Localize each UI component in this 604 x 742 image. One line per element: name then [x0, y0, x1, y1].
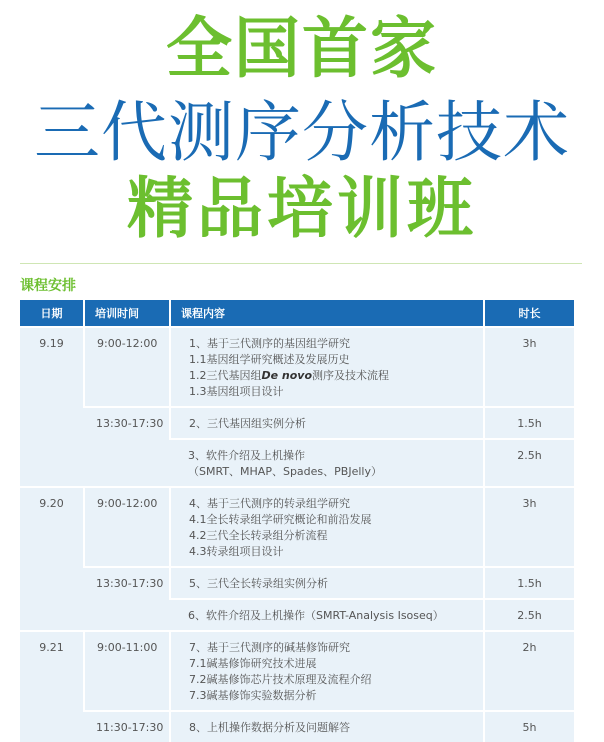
content-line: 3、软件介绍及上机操作 [188, 449, 305, 462]
content-line: 4.2三代全长转录组分析流程 [189, 529, 328, 542]
date-cell: 9.21 [20, 631, 84, 742]
section-title: 课程安排 [20, 278, 76, 294]
table-row [20, 567, 574, 599]
title-line-2: 三代测序分析技术 [34, 94, 570, 171]
duration-cell: 1.5h [484, 567, 574, 599]
duration-cell: 3h [484, 487, 574, 567]
time-cell: 11:30-17:30 [84, 711, 170, 742]
table-row [20, 487, 574, 567]
title-line-3: 精品培训班 [127, 170, 477, 247]
column-header-duration: 时长 [484, 300, 574, 327]
table-header-row [20, 300, 574, 327]
duration-cell: 1.5h [484, 407, 574, 439]
content-cell [170, 407, 484, 439]
content-line: 1、基于三代测序的基因组学研究 [189, 337, 350, 350]
time-cell: 13:30-17:30 [84, 567, 170, 631]
content-line: （SMRT、MHAP、Spades、PBJelly） [188, 465, 382, 478]
title-line-1: 全国首家 [166, 10, 438, 87]
duration-cell: 2h [484, 631, 574, 711]
content-line: 1.2三代基因组De novo测序及技术流程 [189, 369, 390, 382]
table-row [20, 407, 574, 439]
content-line: 7.1碱基修饰研究技术进展 [189, 657, 317, 670]
content-cell [170, 711, 484, 742]
column-header-date: 日期 [20, 300, 84, 327]
content-line: 7.3碱基修饰实验数据分析 [189, 689, 317, 702]
schedule-table [20, 300, 574, 742]
column-header-content: 课程内容 [170, 300, 484, 327]
content-cell [170, 327, 484, 407]
duration-cell: 5h [484, 711, 574, 742]
date-cell: 9.19 [20, 327, 84, 487]
duration-cell: 2.5h [484, 599, 574, 631]
table-row [20, 631, 574, 711]
time-cell: 13:30-17:30 [84, 407, 170, 487]
time-cell: 9:00-12:00 [84, 327, 170, 407]
table-row [20, 327, 574, 407]
date-cell: 9.20 [20, 487, 84, 631]
content-line: 2、三代基因组实例分析 [189, 417, 306, 430]
content-line: 6、软件介绍及上机操作（SMRT-Analysis Isoseq） [188, 609, 444, 622]
content-line: 4.3转录组项目设计 [189, 545, 284, 558]
content-cell [170, 599, 484, 631]
content-line: 4.1全长转录组学研究概论和前沿发展 [189, 513, 372, 526]
content-cell [170, 631, 484, 711]
content-line: 1.1基因组学研究概述及发展历史 [189, 353, 350, 366]
content-line: 7.2碱基修饰芯片技术原理及流程介绍 [189, 673, 372, 686]
content-line: 7、基于三代测序的碱基修饰研究 [189, 641, 350, 654]
duration-cell: 3h [484, 327, 574, 407]
column-header-time: 培训时间 [84, 300, 170, 327]
content-line: 4、基于三代测序的转录组学研究 [189, 497, 350, 510]
content-cell [170, 487, 484, 567]
divider [20, 263, 582, 264]
time-cell: 9:00-12:00 [84, 487, 170, 567]
content-line: 5、三代全长转录组实例分析 [189, 577, 328, 590]
time-cell: 9:00-11:00 [84, 631, 170, 711]
content-line: 1.3基因组项目设计 [189, 385, 284, 398]
content-cell [170, 439, 484, 487]
table-row [20, 711, 574, 742]
duration-cell: 2.5h [484, 439, 574, 487]
content-cell [170, 567, 484, 599]
content-line: 8、上机操作数据分析及问题解答 [189, 721, 350, 734]
